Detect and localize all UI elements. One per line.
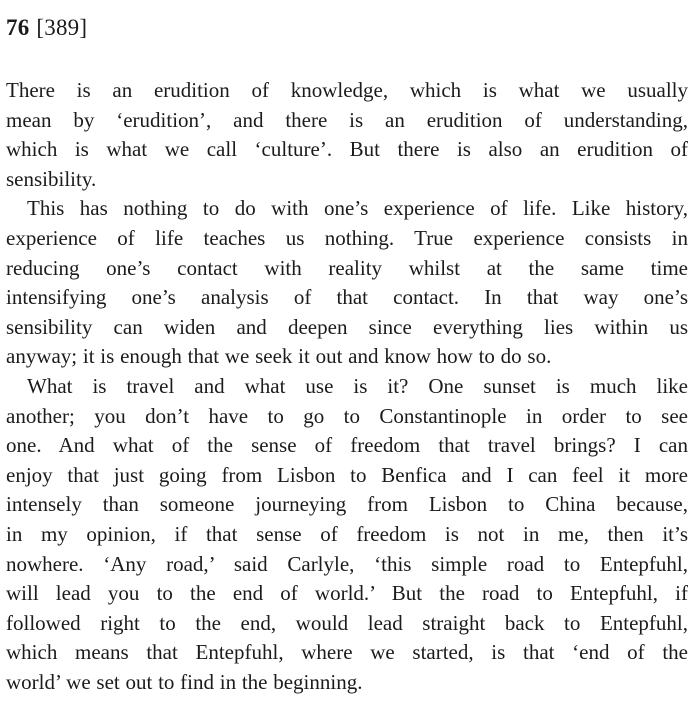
text-line: which is what we call ‘culture’. But there is also an erudition of <box>6 137 688 162</box>
text-line: anyway; it is enough that we seek it out and know how to do so. <box>6 344 552 369</box>
text-line: intensely than someone journeying from Lisbon to China because, <box>6 492 688 517</box>
text-line: intensifying one’s analysis of that contact. In that way one’s <box>6 285 688 310</box>
text-line: sensibility. <box>6 166 97 191</box>
text-line: will lead you to the end of world.’ But the road to Entepfuhl, if <box>6 581 688 606</box>
text-line: followed right to the end, would lead straight back to Entepfuhl, <box>6 610 688 635</box>
text-line: reducing one’s contact with reality whilst at the same time <box>6 255 688 280</box>
text-line: There is an erudition of knowledge, which is what we usually <box>6 78 688 102</box>
text-line: in my opinion, if that sense of freedom is not in me, then it’s <box>6 521 688 546</box>
text-line: What is travel and what use is it? One sunset is much like <box>27 373 688 398</box>
text-line: This has nothing to do with one’s experience of life. Like history, <box>27 196 688 221</box>
text-line: one. And what of the sense of freedom that travel brings? I can <box>6 433 688 458</box>
section-heading <box>6 14 688 42</box>
text-line: nowhere. ‘Any road,’ said Carlyle, ‘this simple road to Entepfuhl, <box>6 551 688 576</box>
text-line: world’ we set out to find in the beginning. <box>6 669 363 694</box>
section-reference: [389] <box>36 15 88 40</box>
section-number: 76 <box>6 15 30 40</box>
text-line: which means that Entepfuhl, where we started, is that ‘end of the <box>6 640 688 665</box>
text-line: sensibility can widen and deepen since everything lies within us <box>6 314 688 339</box>
text-line: enjoy that just going from Lisbon to Benfica and I can feel it more <box>6 462 688 487</box>
body-text <box>6 76 688 697</box>
text-line: another; you don’t have to go to Constantinople in order to see <box>6 403 688 428</box>
text-line: experience of life teaches us nothing. True experience consists in <box>6 225 688 250</box>
text-line: mean by ‘erudition’, and there is an erudition of understanding, <box>6 107 688 132</box>
